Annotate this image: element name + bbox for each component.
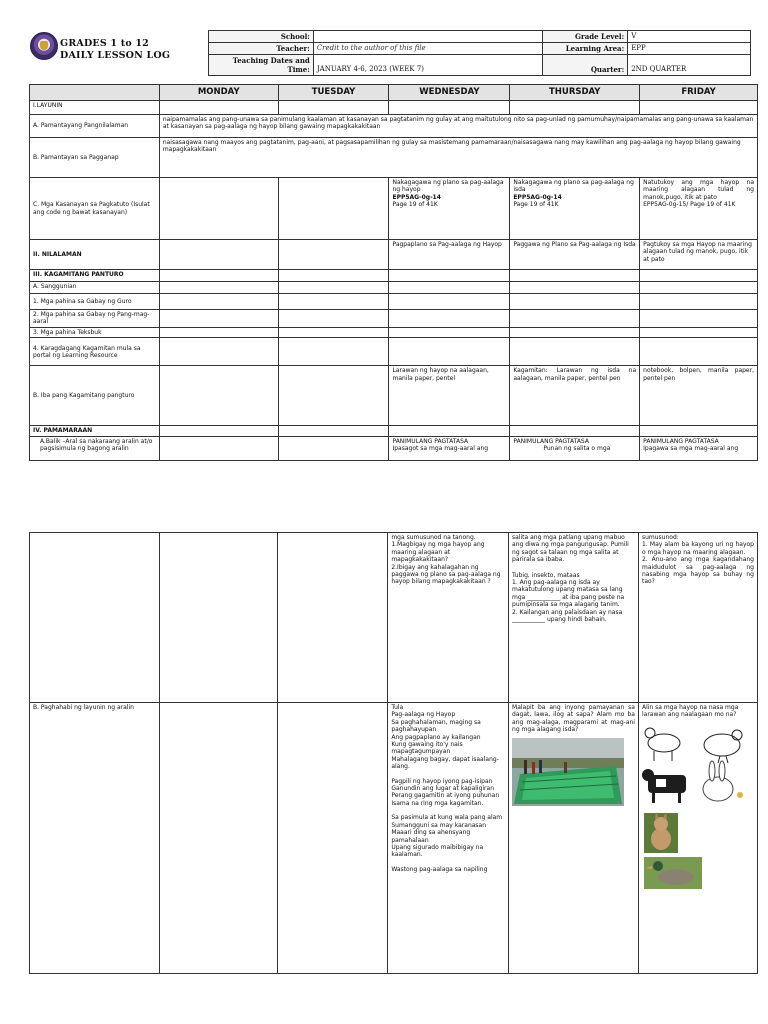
- table-row: [30, 366, 758, 426]
- cat-icon: [644, 812, 678, 853]
- paghahabi-fri[interactable]: [638, 703, 757, 974]
- poem-line: [391, 771, 505, 778]
- balik-wed-text: Ipasagot sa mga mag-aaral ang: [392, 445, 489, 453]
- balik-aral-thu-cont[interactable]: [509, 533, 639, 703]
- cell-label-blank: [30, 533, 160, 703]
- balik-thu-heading: PANIMULANG PAGTATASA: [513, 437, 589, 445]
- cell-tuesday[interactable]: [277, 703, 387, 974]
- pamantayang-pangnilalaman-text[interactable]: naipamamalas ang pang-unawa sa panimulang kaalaman at kasanayan sa pagtatanim ng gulay at ang maitutulong nito sa pag-unlad ng pamumuhay/naipamamalas ang pang-unawa sa kaalaman at kasanayan sa pag-aalaga ng hayop bilang gawaing mapagkakakitaan: [159, 115, 757, 138]
- quarter-value[interactable]: 2ND QUARTER: [628, 55, 751, 76]
- lesson-log-table: [29, 84, 758, 461]
- thu-cont-line: 1. Ang pag-aalaga ng isda ay makatutulong upang matasa sa lang mga ___________ at iba pang peste na pumipinsala sa mga alagang tanim.: [512, 579, 625, 609]
- fri-cont-line: 1. May alam ba kayong uri ng hayop o mga hayop na maaring alagaan.: [641, 541, 754, 556]
- poem-line: Sumangguni sa may karanasan: [391, 821, 487, 829]
- row-label-kasanayan: C. Mga Kasanayan sa Pagkatuto (Isulat ang code ng bawat kasanayan): [30, 178, 160, 240]
- fish-pond-photo: [512, 738, 624, 806]
- cell-thursday[interactable]: [510, 178, 640, 240]
- kasanayan-fri-text: Natutukoy ang mga hayop na maaring alagaan tulad ng manok,pugo, itik at pato: [643, 179, 754, 201]
- row-label-karagdagang: 4. Karagdagang Kagamitan mula sa portal ng Learning Resource: [30, 338, 160, 366]
- table-row: [30, 338, 758, 366]
- poem-line: Isama na ring mga kagamitan.: [391, 799, 484, 807]
- row-label-paghahabi: B. Paghahabi ng layunin ng aralin: [30, 703, 160, 974]
- title-line-1: GRADES 1 to 12: [60, 38, 149, 49]
- table-row: [30, 282, 758, 294]
- poem-line: Sa pasimula at kung wala pang alam: [391, 814, 503, 822]
- poem-line: Upang sigurado maibibigay na kaalaman.: [391, 843, 484, 859]
- fri-cont-line: sumusunod:: [641, 534, 679, 541]
- nilalaman-fri[interactable]: Pagtukoy sa mga Hayop na maaring alagaan tulad ng manok, pugo, itik at pato: [640, 240, 758, 270]
- animal-pictures: [642, 723, 754, 891]
- balik-aral-fri[interactable]: [640, 436, 758, 460]
- school-value[interactable]: [313, 31, 542, 43]
- kasanayan-wed-text: Nakagagawa ng plano sa pag-aalaga ng hayop: [392, 179, 504, 194]
- lesson-log-continuation-table: [29, 532, 758, 974]
- header-info-table: [208, 30, 751, 76]
- grade-level-value[interactable]: V: [628, 31, 751, 43]
- row-label-gabay-guro: 1. Mga pahina sa Gabay ng Guro: [30, 294, 160, 310]
- deped-seal-logo: [30, 32, 58, 60]
- cell-friday[interactable]: [640, 178, 758, 240]
- duck-icon: [644, 857, 702, 889]
- learning-area-label: Learning Area:: [543, 43, 628, 55]
- cell-tuesday[interactable]: [278, 240, 389, 270]
- paghahabi-thu-text: Malapit ba ang inyong pamayanan sa dagat, lawa, ilog at sapa? Alam mo ba ang mag-alaga, magparami at mag-ani ng mga alagang isda?: [512, 704, 635, 734]
- table-row: [30, 294, 758, 310]
- balik-fri-heading: PANIMULANG PAGTATASA: [643, 437, 719, 445]
- poem-line: Pagpili ng hayop iyong pag-isipan: [391, 777, 493, 785]
- row-label-balik-aral: A.Balik –Aral sa nakaraang aralin at/o pagsisimula ng bagong aralin: [30, 436, 160, 460]
- nilalaman-wed[interactable]: Pagpaplano sa Pag-aalaga ng Hayop: [389, 240, 510, 270]
- day-header-wednesday: WEDNESDAY: [389, 85, 510, 101]
- quarter-label: Quarter:: [543, 55, 628, 76]
- kasanayan-thu-code: EPP5AG-0g-14: [513, 193, 562, 201]
- table-row: [30, 310, 758, 328]
- iba-pa-wed[interactable]: Larawan ng hayop na aalagaan, manila paper, pentel: [389, 366, 510, 426]
- kasanayan-fri-code: EPP5AG-0g-15/ Page 19 of 41K: [643, 201, 736, 209]
- row-label-gabay-magaaral: 2. Mga pahina sa Gabay ng Pang-mag-aaral: [30, 310, 160, 328]
- poem-line: Kung gawaing ito'y nais mapagtagumpayan: [391, 741, 463, 756]
- wed-cont-line: 2.Ibigay ang kahalagahan ng paggawa ng plano sa pag-aalaga ng hayop bilang mapagkakakitaan ?: [391, 563, 501, 586]
- table-row: [30, 328, 758, 338]
- poem-line: Ang pagpaplano ay kailangan: [391, 733, 481, 741]
- table-row: [30, 533, 758, 703]
- row-label-pamantayang-pangnilalaman: A. Pamantayang Pangnilalaman: [30, 115, 160, 138]
- row-label-iba-pa: B. Iba pang Kagamitang pangturo: [30, 366, 160, 426]
- teaching-dates-label: Teaching Dates and Time:: [209, 55, 314, 76]
- balik-aral-wed-cont[interactable]: [388, 533, 509, 703]
- nilalaman-thu[interactable]: Paggawa ng Plano sa Pag-aalaga ng Isda: [510, 240, 640, 270]
- header-blank: [30, 85, 160, 101]
- table-row: [30, 426, 758, 436]
- poem-line: Sa paghahalaman, maging sa paghahayupan: [391, 718, 481, 734]
- pamantayan-pagganap-text[interactable]: naisasagawa nang maayos ang pagtatanim, pag-aani, at pagsasapamilihan ng gulay sa masistemang pamamaraan/naisasagawa nang may kawilihan ang pag-aalaga ng hayop bilang gawaing mapagkakakitaan: [159, 138, 757, 178]
- iba-pa-thu[interactable]: Kagamitan: Larawan ng isda na aalagaan, manila paper, pentel pen: [510, 366, 640, 426]
- wed-cont-line: mga sumusunod na tanong.: [391, 534, 476, 541]
- document-title: [60, 38, 170, 62]
- day-header-tuesday: TUESDAY: [278, 85, 389, 101]
- row-label-pamamaraan: IV. PAMAMARAAN: [30, 426, 160, 436]
- grade-level-label: Grade Level:: [543, 31, 628, 43]
- balik-aral-wed[interactable]: [389, 436, 510, 460]
- cow-icon: [642, 769, 686, 803]
- row-label-sanggunian: A. Sanggunian: [30, 282, 160, 294]
- table-row: [30, 270, 758, 282]
- balik-fri-text: Ipagawa sa mga mag-aaral ang: [643, 445, 739, 453]
- table-row: [30, 138, 758, 178]
- table-row: [30, 436, 758, 460]
- cell-monday[interactable]: [159, 436, 278, 460]
- row-label-layunin: I.LAYUNIN: [30, 101, 160, 115]
- iba-pa-fri[interactable]: notebook, bolpen, manila paper, pentel pen: [640, 366, 758, 426]
- kasanayan-thu-text: Nakagagawa ng plano sa pag-aalaga ng isda: [513, 179, 634, 194]
- cell-monday[interactable]: [159, 240, 278, 270]
- thu-cont-line: Tubig, insekto, mataas: [512, 571, 580, 579]
- teacher-label: Teacher:: [209, 43, 314, 55]
- day-header-monday: MONDAY: [159, 85, 278, 101]
- poem-line: [391, 807, 505, 814]
- row-label-teksbuk: 3. Mga pahina Teksbuk: [30, 328, 160, 338]
- cell-tuesday[interactable]: [278, 178, 389, 240]
- thu-cont-line: salita ang mga patlang upang mabuo ang diwa ng mga pangungusap. Pumili ng sagot sa talaan ng mga salita at parirala sa ibaba.: [512, 534, 629, 564]
- cell-tuesday[interactable]: [277, 533, 387, 703]
- row-label-kagamitan: III. KAGAMITANG PANTURO: [30, 270, 160, 282]
- cell-monday[interactable]: [159, 533, 277, 703]
- thu-cont-line: 2. Kailangan ang palaisdaan ay nasa ___________ upang hindi bahain.: [512, 608, 623, 624]
- cell-monday[interactable]: [159, 178, 278, 240]
- paghahabi-fri-text: Alin sa mga hayop na nasa mga larawan ang naalagaan mo na?: [641, 704, 739, 719]
- row-label-nilalaman: II. NILALAMAN: [30, 240, 160, 270]
- poem-line: Tula: [391, 704, 404, 711]
- table-row: [30, 178, 758, 240]
- table-row: [30, 240, 758, 270]
- row-label-pamantayan-pagganap: B. Pamantayan sa Pagganap: [30, 138, 160, 178]
- fri-cont-line: 2. Anu-ano ang mga kagandahang maidudulot sa pag-aalaga ng nasabing mga hayop sa buhay ng tao?: [641, 556, 754, 586]
- poem-line: [391, 859, 505, 866]
- paghahabi-thu[interactable]: [509, 703, 639, 974]
- wed-cont-line: 1.Magbigay ng mga hayop ang maaring alagaan at mapagkakakitaan?: [391, 541, 485, 564]
- cell-wednesday[interactable]: [389, 178, 510, 240]
- poem-line: Mahalagang bagay, dapat isaalang- alang.: [391, 755, 499, 771]
- day-header-row: [30, 85, 758, 101]
- table-row: [30, 101, 758, 115]
- cell-tuesday[interactable]: [278, 436, 389, 460]
- poem-line: Ganundin ang lugar at kapaligiran: [391, 785, 494, 793]
- goat-icon: [645, 728, 680, 761]
- balik-aral-thu[interactable]: [510, 436, 640, 460]
- day-header-friday: FRIDAY: [640, 85, 758, 101]
- rabbit-icon: [703, 761, 743, 801]
- balik-aral-fri-cont[interactable]: [638, 533, 757, 703]
- table-row: [30, 115, 758, 138]
- kasanayan-thu-page: Page 19 of 41K: [513, 201, 559, 209]
- teaching-dates-value[interactable]: JANUARY 4-6, 2023 (WEEK 7): [313, 55, 542, 76]
- day-header-thursday: THURSDAY: [510, 85, 640, 101]
- school-label: School:: [209, 31, 314, 43]
- cell-monday[interactable]: [159, 703, 277, 974]
- poem-line: Wastong pag-aalaga sa napiling: [391, 865, 488, 873]
- poem-line: Maaari ding sa ahensyang pamahalaan: [391, 829, 471, 844]
- kasanayan-wed-page: Page 19 of 41K: [392, 201, 438, 209]
- poem-line: Perang gagamitin at iyong puhunan: [391, 792, 500, 800]
- teacher-value[interactable]: Credit to the author of this file: [313, 43, 542, 55]
- cell-tuesday[interactable]: [278, 366, 389, 426]
- cell-monday[interactable]: [159, 366, 278, 426]
- kasanayan-wed-code: EPP5AG-0g-14: [392, 193, 441, 201]
- hen-icon: [704, 730, 742, 763]
- poem-title: Pag-aalaga ng Hayop: [391, 711, 456, 719]
- balik-thu-text: Punan ng salita o mga: [543, 445, 611, 453]
- paghahabi-wed-poem[interactable]: [388, 703, 509, 974]
- title-line-2: DAILY LESSON LOG: [60, 50, 171, 61]
- table-row: [30, 703, 758, 974]
- balik-wed-heading: PANIMULANG PAGTATASA: [392, 437, 469, 445]
- learning-area-value[interactable]: EPP: [628, 43, 751, 55]
